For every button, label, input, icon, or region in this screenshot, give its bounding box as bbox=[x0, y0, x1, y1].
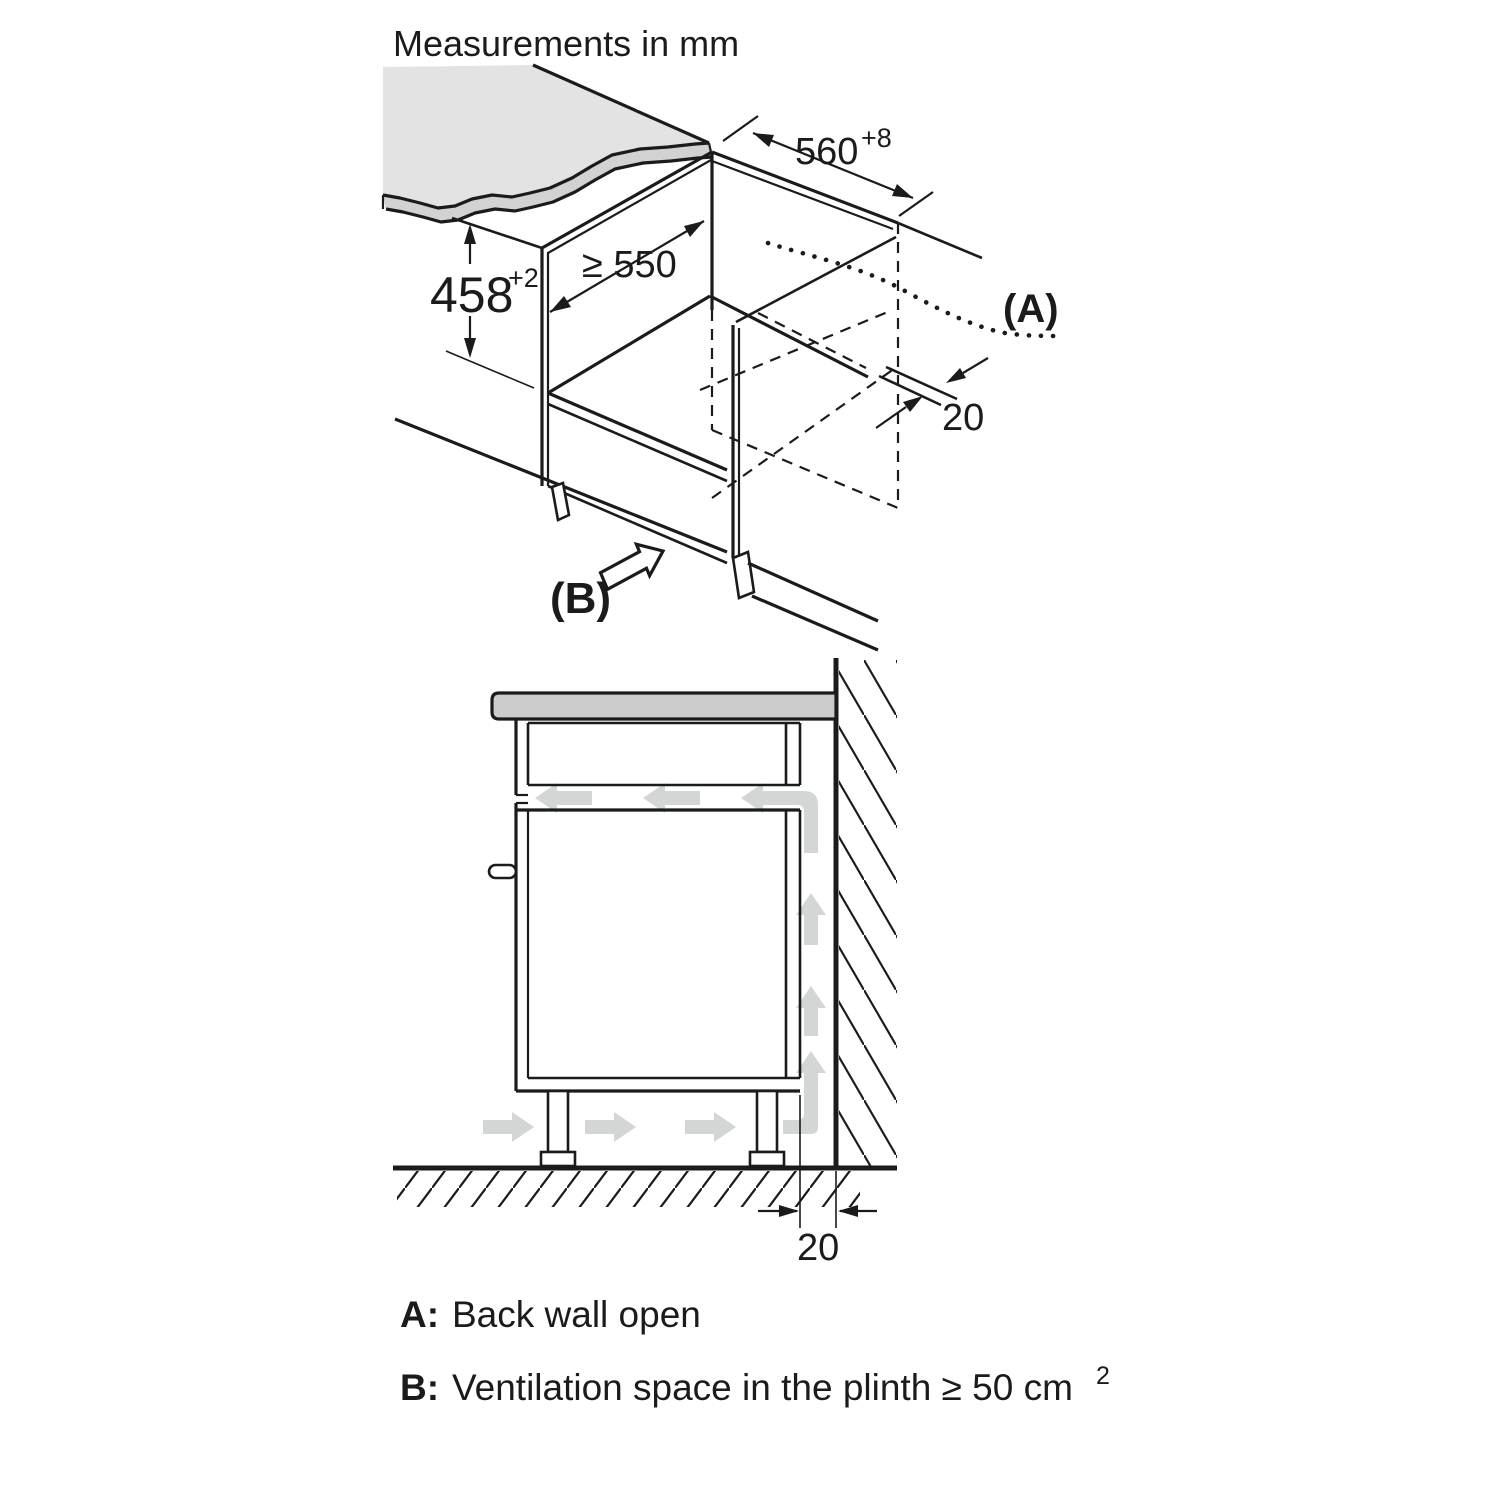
legend-a-key: A: bbox=[400, 1294, 440, 1335]
isometric-niche-view bbox=[383, 65, 1059, 650]
label-back-wall-open: (A) bbox=[1003, 287, 1059, 331]
dimension-height-458 bbox=[430, 224, 539, 388]
legend-b-superscript: 2 bbox=[1096, 1362, 1110, 1390]
airflow-right-arrow-icon bbox=[585, 1112, 636, 1142]
dim-height-value: 458 bbox=[430, 267, 514, 323]
legend-item-b bbox=[400, 1362, 1110, 1408]
countertop-surface bbox=[383, 65, 709, 208]
legend-b-text: Ventilation space in the plinth ≥ 50 cm bbox=[452, 1367, 1073, 1408]
right-base-top-edge bbox=[748, 563, 878, 621]
dim-depth-value: ≥ 550 bbox=[582, 244, 677, 286]
dim-width-tolerance: +8 bbox=[861, 123, 892, 153]
right-panel-foot bbox=[733, 552, 754, 598]
legend-a-text: Back wall open bbox=[452, 1294, 701, 1335]
dimension-depth-550 bbox=[550, 221, 704, 312]
wall-hatching bbox=[839, 660, 897, 1166]
dimension-width-560 bbox=[723, 116, 933, 216]
cabinet-leg bbox=[541, 1091, 575, 1166]
side-countertop bbox=[492, 693, 836, 719]
run-back-top-continuation bbox=[898, 223, 982, 258]
legend-item-a bbox=[400, 1294, 701, 1335]
airflow-elbow-top-icon bbox=[741, 783, 818, 853]
dim-height-tolerance: +2 bbox=[508, 263, 539, 293]
legend bbox=[400, 1294, 1110, 1408]
dim-height-extension bbox=[446, 351, 534, 388]
niche-floor-front-edge bbox=[548, 393, 727, 470]
dim-wall-gap-value: 20 bbox=[797, 1227, 840, 1269]
label-plinth-ventilation: (B) bbox=[550, 574, 612, 623]
dim-width-value: 560 bbox=[795, 131, 859, 173]
side-section-view bbox=[393, 658, 897, 1269]
niche-floor-front-lower bbox=[548, 404, 727, 481]
legend-b-key: B: bbox=[400, 1367, 440, 1408]
hidden-depth-edge-high bbox=[700, 311, 890, 390]
airflow-right-arrow-icon bbox=[483, 1112, 534, 1142]
page-title: Measurements in mm bbox=[393, 23, 740, 64]
niche-floor-back-edge bbox=[548, 296, 710, 393]
airflow-arrows bbox=[483, 783, 826, 1142]
right-panel-top-edge bbox=[736, 237, 896, 322]
floor-hatching bbox=[397, 1171, 860, 1207]
cabinet-leg bbox=[750, 1091, 784, 1166]
door-handle bbox=[489, 865, 516, 878]
dim-back-gap-value: 20 bbox=[942, 397, 985, 439]
airflow-right-arrow-icon bbox=[685, 1112, 736, 1142]
right-base-bottom-edge bbox=[752, 596, 878, 650]
